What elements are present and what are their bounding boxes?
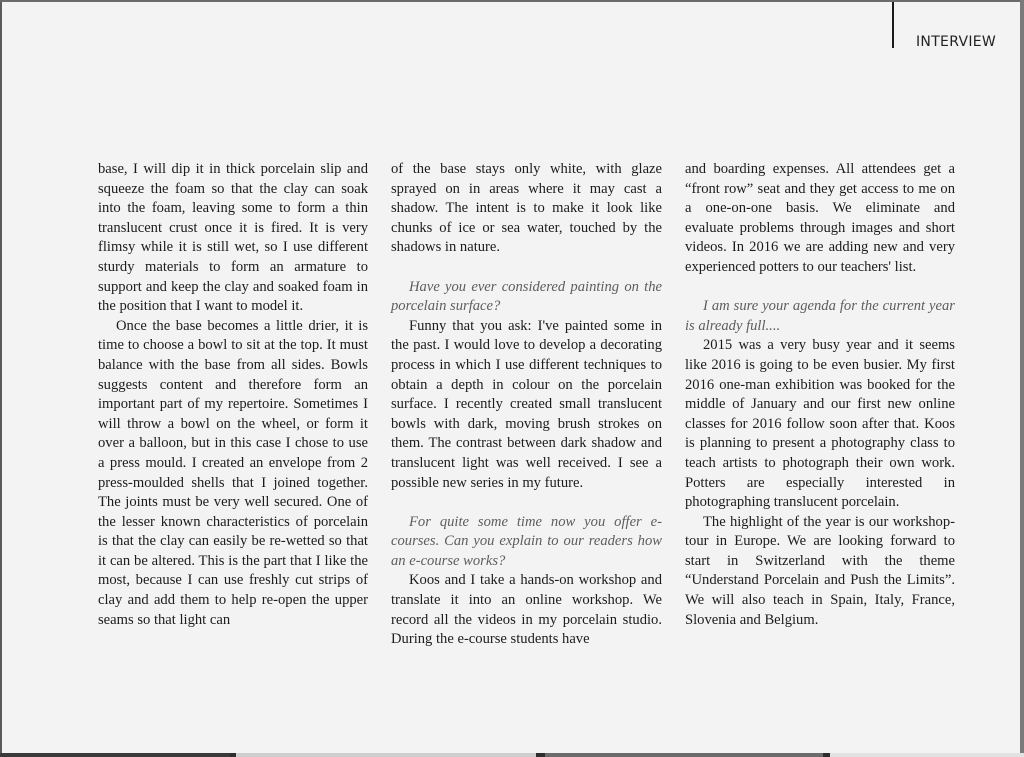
text-column-1 [98,160,368,630]
answer-paragraph: Funny that you ask: I've painted some in the past. I would love to develop a decorating process in which I use different techniques to obtain a depth in colour on the porcelain surface. I recently created small translucent bowls with dark, moving brush strokes on them. The contrast between dark shadow and translucent light was well received. I see a possible new series in my future. [391,317,662,491]
answer-paragraph: 2015 was a very busy year and it seems like 2016 is going to be even busier. My first 2016 one-man exhibition was booked for the middle of January and our first new online classes for 2016 follow soon after that. Koos is planning to present a photography class to teach artists to photograph their own work. Potters are especially interested in photographing translucent porcelain. [685,337,955,511]
interview-question: For quite some time now you offer e-courses. Can you explain to our readers how an e-course works? [391,513,662,569]
header-divider-rule [892,2,894,48]
preview-image-strip [236,753,536,757]
body-paragraph: of the base stays only white, with glaze sprayed on in areas where it may cast a shadow. The intent is to make it look like chunks of ice or sea water, touched by the shadows in nature. [391,161,662,256]
text-column-2 [391,160,662,650]
next-page-preview-strip [0,753,1024,757]
magazine-page [2,2,1020,754]
text-column-3 [685,160,955,630]
body-paragraph: Once the base becomes a little drier, it is time to choose a bowl to sit at the top. It must balance with the base from all sides. Bowls suggests content and therefore form an important part of my repertoire. Sometimes I will throw a bowl on the wheel, or form it over a balloon, but in this case I chose to use a press mould. I created an envelope from 2 press-moulded shells that I joined together. The joints must be very well secured. One of the lesser known characteristics of porcelain is that the clay can easily be re-wetted so that it can be altered. This is the part that I like the most, because I can use freshly cut strips of clay and add them to help re-open the upper seams so that light can [98,317,368,628]
preview-image-strip [545,753,823,757]
body-paragraph: and boarding expenses. All attendees get a “front row” seat and they get access to me on a one-on-one basis. We eliminate and evaluate problems through images and short videos. In 2016 we are adding new and very experienced potters to our teachers' list. [685,161,955,275]
preview-image-strip [0,753,230,757]
interview-question: I am sure your agenda for the current year is already full.... [685,298,955,334]
answer-paragraph: Koos and I take a hands-on workshop and translate it into an online workshop. We record all the videos in my porcelain studio. During the e-course students have [391,572,662,648]
section-label: INTERVIEW [916,34,997,50]
interview-question: Have you ever considered painting on the porcelain surface? [391,278,662,315]
preview-image-strip [830,753,1024,757]
viewer-right-border [1020,0,1024,757]
answer-paragraph: The highlight of the year is our workshop-tour in Europe. We are looking forward to start in Switzerland with the theme “Understand Porcelain and Push the Limits”. We will also teach in Spain, Italy, France, Slovenia and Belgium. [685,513,955,628]
body-paragraph: base, I will dip it in thick porcelain slip and squeeze the foam so that the clay can soak into the foam, leaving some to form a thin translucent crust once it is fired. It is very flimsy while it is still wet, so I use different sturdy materials to form an armature to support and keep the clay and soaked foam in the position that I want to model it. [98,161,368,315]
